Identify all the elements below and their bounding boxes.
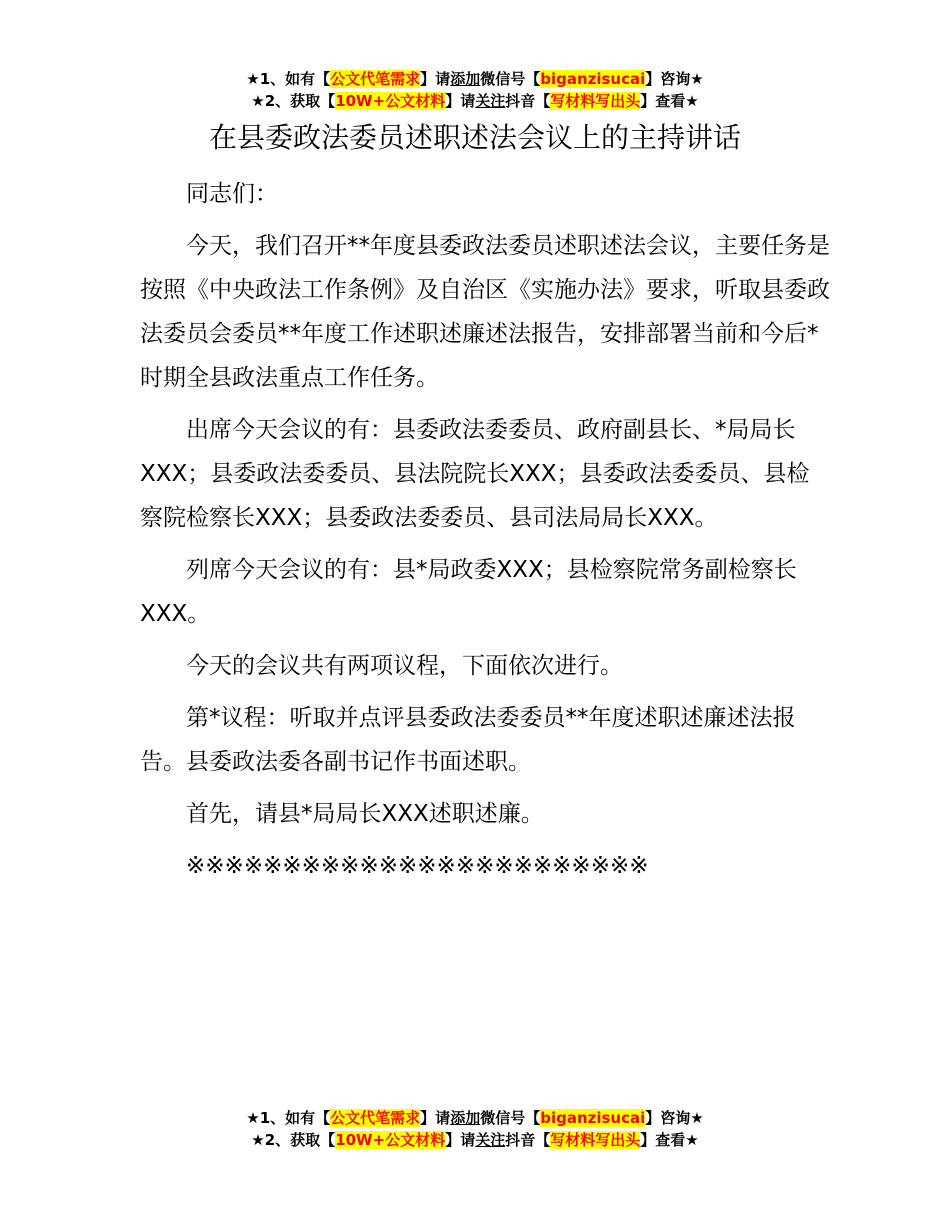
banner-text: 抖音【 xyxy=(505,1131,551,1149)
document-body xyxy=(140,172,830,896)
paragraph-first-speaker: 首先，请县*局局长XXX述职述廉。 xyxy=(186,801,544,827)
banner-text: ★1、如有【 xyxy=(246,70,331,88)
paragraph-agenda-item: 第*议程：听取并点评县委政法委委员**年度述职述廉述法报告。县委政法委各副书记作书面述职。 xyxy=(140,705,796,775)
footer-banner xyxy=(0,1107,950,1151)
banner-text: 】查看★ xyxy=(640,1131,699,1149)
underlined-add: 添加 xyxy=(450,1109,481,1127)
highlight-materials: 10W+公文材料 xyxy=(335,1131,446,1149)
separator-marks: ※※※※※※※※※※※※※※※※※※※※※※※※ xyxy=(186,853,649,879)
banner-line-1 xyxy=(0,1107,950,1129)
paragraph-meeting-purpose: 今天，我们召开**年度县委政法委员述职述法会议，主要任务是按照《中央政法工作条例》及自治区《实施办法》要求，听取县委政法委员会委员**年度工作述职述廉述法报告，安排部署当前和今后*时期全县政法重点工作任务。 xyxy=(140,233,830,391)
paragraph-observers: 列席今天会议的有：县*局政委XXX；县检察院常务副检察长XXX。 xyxy=(140,557,797,627)
highlight-wechat-id: biganzisucai xyxy=(540,1109,646,1127)
banner-text: 微信号【 xyxy=(480,1109,541,1127)
underlined-follow: 关注 xyxy=(475,92,506,110)
underlined-add: 添加 xyxy=(450,70,481,88)
banner-line-2 xyxy=(0,90,950,112)
highlight-douyin-account: 写材料写出头 xyxy=(550,92,641,110)
document-title: 在县委政法委员述职述法会议上的主持讲话 xyxy=(208,121,741,154)
banner-text: ★2、获取【 xyxy=(251,1131,336,1149)
salutation: 同志们： xyxy=(186,181,278,207)
highlight-materials: 10W+公文材料 xyxy=(335,92,446,110)
banner-text: ★1、如有【 xyxy=(246,1109,331,1127)
header-banner xyxy=(0,68,950,112)
banner-text: 】咨询★ xyxy=(645,70,704,88)
banner-text: 抖音【 xyxy=(505,92,551,110)
underlined-follow: 关注 xyxy=(475,1131,506,1149)
banner-text: 】查看★ xyxy=(640,92,699,110)
highlight-ghostwriting: 公文代笔需求 xyxy=(330,1109,421,1127)
paragraph-attendees: 出席今天会议的有：县委政法委委员、政府副县长、*局局长XXX；县委政法委委员、县法院院长XXX；县委政法委委员、县检察院检察长XXX；县委政法委委员、县司法局局长XXX。 xyxy=(140,417,810,531)
banner-text: 】请 xyxy=(445,92,476,110)
banner-text: 】咨询★ xyxy=(645,1109,704,1127)
banner-line-1 xyxy=(0,68,950,90)
banner-line-2 xyxy=(0,1129,950,1151)
banner-text: 】请 xyxy=(445,1131,476,1149)
banner-text: ★2、获取【 xyxy=(251,92,336,110)
banner-text: 】请 xyxy=(420,1109,451,1127)
highlight-ghostwriting: 公文代笔需求 xyxy=(330,70,421,88)
highlight-wechat-id: biganzisucai xyxy=(540,70,646,88)
highlight-douyin-account: 写材料写出头 xyxy=(550,1131,641,1149)
banner-text: 】请 xyxy=(420,70,451,88)
paragraph-agenda-intro: 今天的会议共有两项议程，下面依次进行。 xyxy=(186,653,623,679)
banner-text: 微信号【 xyxy=(480,70,541,88)
